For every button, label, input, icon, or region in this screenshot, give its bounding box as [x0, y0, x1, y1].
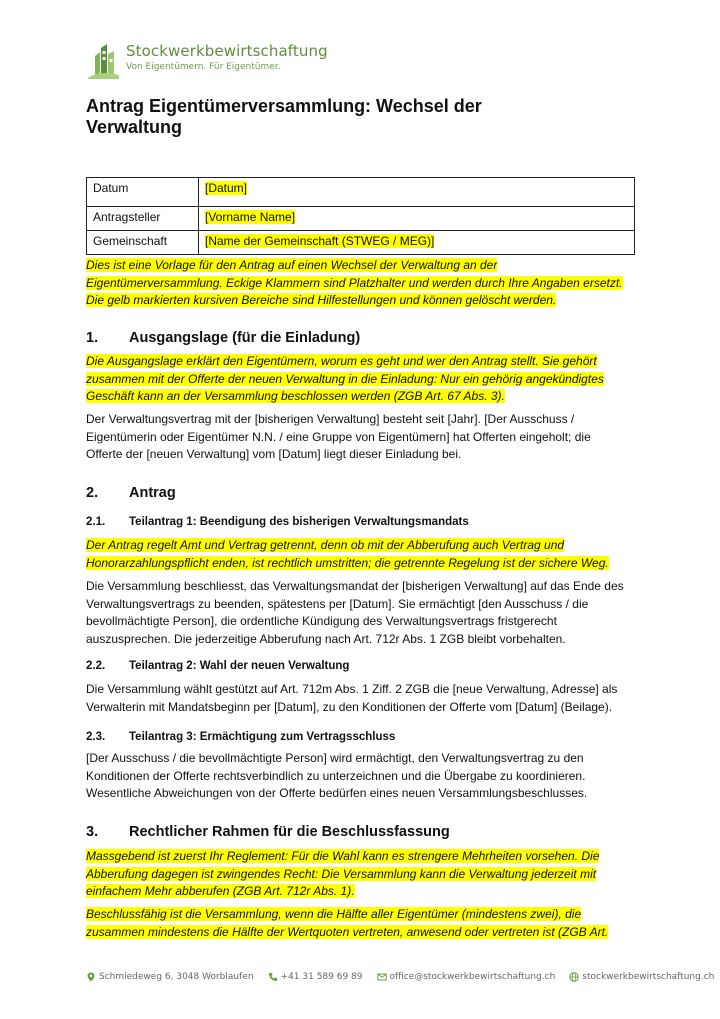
note-line: Abberufung dagegen ist zwingendes Recht: Die Versammlung kann die Verwaltung jederzeit mit	[86, 866, 597, 881]
subsection-2-1-body	[86, 578, 636, 648]
subsection-title: Teilantrag 2: Wahl der neuen Verwaltung	[129, 660, 350, 672]
body-line: Wesentliche Abweichungen von der Offerte bedürfen eines neuen Versammlungsbeschlusses.	[86, 786, 588, 800]
subsection-2-3-body	[86, 750, 636, 803]
section-1-body	[86, 411, 636, 464]
section-number: 3.	[86, 824, 99, 840]
note-line: einfachem Mehr abberufen (ZGB Art. 712r Abs. 1).	[86, 884, 355, 898]
footer-phone[interactable]	[268, 972, 363, 982]
subsection-2-2-heading	[86, 659, 349, 674]
note-line: zusammen mindestens die Hälfte der Wertquoten vertreten, anwesend oder vertreten ist (ZGB Art.	[86, 924, 609, 939]
subsection-2-1-heading	[86, 515, 469, 530]
footer-address	[86, 972, 254, 982]
body-line: Eigentümerin oder Eigentümer N.N. / eine Gruppe von Eigentümern] hat Offerten eingeholt; die	[86, 429, 591, 444]
buildings-logo-icon	[86, 42, 120, 80]
mail-icon	[377, 972, 387, 982]
subsection-2-3-heading	[86, 730, 395, 745]
placeholder-gemeinschaft: [Name der Gemeinschaft (STWEG / MEG)]	[205, 234, 435, 248]
body-line: Die Versammlung wählt gestützt auf Art. 712m Abs. 1 Ziff. 2 ZGB die [neue Verwaltung, Adresse] als	[86, 682, 618, 696]
note-line: Massgebend ist zuerst Ihr Reglement: Für die Wahl kann es strengere Mehrheiten vorsehen. Die	[86, 849, 600, 863]
info-label: Gemeinschaft	[87, 231, 199, 255]
info-label: Datum	[87, 178, 199, 207]
section-3-heading	[86, 823, 450, 841]
note-line: Der Antrag regelt Amt und Vertrag getrennt, denn ob mit der Abberufung auch Vertrag und	[86, 538, 565, 552]
placeholder-datum: [Datum]	[205, 181, 248, 195]
footer-address-text: Schmiedeweg 6, 3048 Worblaufen	[99, 972, 254, 982]
phone-icon	[268, 972, 278, 982]
subsection-number: 2.3.	[86, 731, 106, 743]
section-title: Antrag	[129, 485, 176, 501]
body-line: Der Verwaltungsvertrag mit der [bisherigen Verwaltung] besteht seit [Jahr]. [Der Ausschuss /	[86, 412, 575, 426]
subsection-number: 2.2.	[86, 660, 106, 672]
placeholder-name: [Vorname Name]	[205, 210, 296, 224]
info-value	[199, 231, 635, 255]
brand-name: Stockwerkbewirtschaftung	[126, 42, 328, 60]
body-line: Offerte der [neuen Verwaltung] vom [Datum] liegt dieser Einladung bei.	[86, 447, 462, 461]
info-row-datum	[87, 178, 635, 207]
section-number: 1.	[86, 330, 99, 346]
info-value	[199, 178, 635, 207]
section-number: 2.	[86, 485, 99, 501]
info-table	[86, 177, 635, 255]
page-footer	[86, 969, 715, 985]
body-line: Die Versammlung beschliesst, das Verwaltungsmandat der [bisherigen Verwaltung] auf das Ende des	[86, 579, 624, 593]
subsection-title: Teilantrag 1: Beendigung des bisherigen Verwaltungsmandats	[129, 516, 469, 528]
section-3-note-1	[86, 848, 636, 901]
location-pin-icon	[86, 972, 96, 982]
info-row-gemeinschaft	[87, 231, 635, 255]
body-line: auszusprechen. Die jederzeitige Abberufung nach Art. 712r Abs. 1 ZGB bleibt vorbehalten.	[86, 631, 566, 646]
note-line: Geschäft kann an der Versammlung beschlossen werden (ZGB Art. 67 Abs. 3).	[86, 389, 505, 403]
note-line: Die gelb markierten kursiven Bereiche sind Hilfestellungen und können gelöscht werden.	[86, 293, 557, 307]
body-line: bevollmächtigte Person], die ordentliche Kündigung des Verwaltungsvertrags fristgerecht	[86, 614, 557, 628]
body-line: Konditionen der Offerte rechtsverbindlich zu unterzeichnen und die Übergabe zu koordinieren.	[86, 768, 586, 783]
intro-note	[86, 257, 636, 310]
section-1-note	[86, 353, 636, 406]
section-title: Ausgangslage (für die Einladung)	[129, 330, 361, 346]
info-row-antragsteller	[87, 207, 635, 231]
note-line: Eigentümerversammlung. Eckige Klammern sind Platzhalter und werden durch Ihre Angaben ersetzt.	[86, 275, 623, 290]
note-line: Beschlussfähig ist die Versammlung, wenn die Hälfte aller Eigentümer (mindestens zwei), die	[86, 907, 582, 921]
title-line-1: Antrag Eigentümerversammlung: Wechsel der	[86, 96, 482, 116]
subsection-title: Teilantrag 3: Ermächtigung zum Vertragsschluss	[129, 731, 396, 743]
footer-web-text: stockwerkbewirtschaftung.ch	[582, 972, 715, 982]
subsection-2-1-note	[86, 537, 636, 572]
subsection-2-2-body	[86, 681, 636, 716]
note-line: Honorarzahlungspflicht enden, ist rechtlich umstritten; die getrennte Regelung ist der sichere Weg.	[86, 555, 609, 570]
info-label: Antragsteller	[87, 207, 199, 231]
footer-phone-text: +41 31 589 69 89	[280, 972, 363, 982]
body-line: Verwalterin mit Mandatsbeginn per [Datum], zu den Konditionen der Offerte vom [Datum] (Beilage).	[86, 699, 613, 714]
footer-email-text: office@stockwerkbewirtschaftung.ch	[389, 972, 556, 982]
section-1-heading	[86, 329, 360, 347]
section-2-heading	[86, 484, 176, 502]
info-value	[199, 207, 635, 231]
globe-icon	[569, 972, 579, 982]
subsection-number: 2.1.	[86, 516, 106, 528]
note-line: Die Ausgangslage erklärt den Eigentümern, worum es geht und wer den Antrag stellt. Sie gehört	[86, 354, 597, 368]
brand-tagline: Von Eigentümern. Für Eigentümer.	[126, 62, 281, 72]
section-title: Rechtlicher Rahmen für die Beschlussfassung	[129, 824, 450, 840]
body-line: Verwaltungsvertrags zu beenden, spätestens per [Datum]. Sie ermächtigt [den Ausschuss / die	[86, 596, 589, 611]
footer-email[interactable]	[377, 972, 556, 982]
note-line: zusammen mit der Offerte der neuen Verwaltung in die Einladung: Nur ein gehörig angekündigtes	[86, 371, 604, 386]
logo	[86, 42, 328, 82]
section-3-note-2	[86, 906, 636, 941]
document-title	[86, 96, 646, 138]
footer-web[interactable]	[569, 972, 714, 982]
note-line: Dies ist eine Vorlage für den Antrag auf einen Wechsel der Verwaltung an der	[86, 258, 498, 272]
title-line-2: Verwaltung	[86, 117, 183, 137]
body-line: [Der Ausschuss / die bevollmächtigte Person] wird ermächtigt, den Verwaltungsvertrag zu den	[86, 751, 584, 765]
